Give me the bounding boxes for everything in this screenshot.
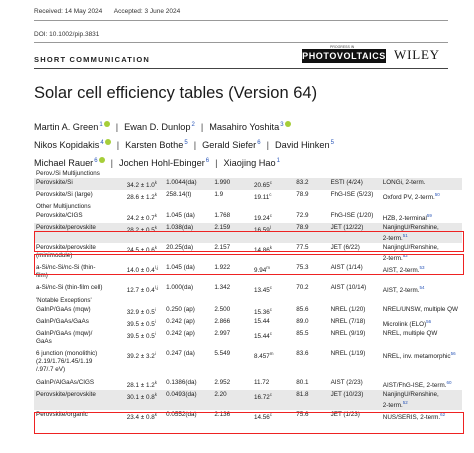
table-cell-c3: 0.0552(da) [166, 410, 197, 418]
section-divider [34, 68, 448, 69]
table-cell-c8: AIST, 2-term.$^{53}$ [382, 265, 425, 275]
table-cell-c6: 80.1 [296, 378, 309, 386]
table-cell-c3: 1.045 (da) [166, 212, 195, 220]
table-cell-c7: NREL (1/19) [330, 349, 366, 357]
table-cell-c3: 0.242 (ap) [166, 317, 195, 325]
affiliation-marker[interactable]: 5 [330, 140, 334, 147]
table-cell-c3: 0.0493(da) [164, 390, 212, 410]
table-cell-c1: Perovskite/Si [34, 178, 125, 190]
table-cell-c4: 2.159 [212, 223, 252, 243]
author-name[interactable] [275, 135, 334, 153]
table-row [34, 178, 462, 190]
table-cell-c6: 78.9 [294, 223, 328, 243]
table-cell-c6: 81.8 [294, 390, 328, 410]
table-row [34, 211, 462, 223]
article-title: Solar cell efficiency tables (Version 64) [34, 84, 318, 102]
table-cell-c8: NanjingU/Renshine, 2-term.$^{51}$ [381, 223, 462, 243]
table-cell-c1: a-Si/nc-Si (thin-film cell) [36, 284, 103, 292]
header-divider [34, 20, 448, 21]
table-cell-c6: 77.5 [296, 244, 309, 252]
table-cell-c8: NREL, inv. metamorphic$^{56}$ [382, 350, 456, 360]
table-cell-c8: NanjingU/Renshine, 2-term.$^{52}$ [381, 390, 462, 410]
table-cell-c6: 70.2 [296, 284, 309, 292]
section-header-text: Perov./Si Multijunctions [36, 170, 100, 177]
table-cell-c7: FhG-ISE (5/23) [330, 191, 374, 199]
table-cell-c4: 2.997 [214, 329, 231, 337]
table-cell-c8: NREL, multiple QW [382, 329, 438, 337]
table-cell-c5: 14.86$^k$ [254, 245, 273, 255]
author-separator: | [200, 122, 204, 133]
table-cell-c5: 19.24$^c$ [254, 213, 273, 223]
table-row [34, 349, 462, 378]
author-name-text: Xiaojing Hao [223, 158, 276, 169]
author-name-text: Nikos Kopidakis [34, 140, 100, 151]
received-date: Received: 14 May 2024 [34, 8, 103, 15]
table-cell-c6: 72.9 [296, 212, 309, 220]
table-cell-c5: 11.72 [254, 378, 270, 386]
table-cell-c4: 2.157 [214, 244, 231, 252]
table-cell-c5: 20.65$^c$ [252, 178, 294, 190]
orcid-icon[interactable] [105, 139, 111, 145]
table-cell-c8: NUS/SERIS, 2-term.$^{62}$ [382, 411, 446, 422]
table-cell-c3: 0.242 (ap) [166, 329, 195, 337]
affiliation-marker[interactable]: 1 [99, 122, 103, 128]
table-cell-c5: 19.11$^c$ [254, 192, 272, 202]
author-separator: | [215, 158, 218, 169]
section-label: SHORT COMMUNICATION [34, 55, 150, 64]
author-name-text: David Hinken [274, 140, 330, 151]
table-cell-c4: 1.768 [214, 212, 231, 220]
table-cell-c7: FhG-ISE (1/20) [330, 212, 374, 220]
table-cell-c3: 258.14(t) [166, 191, 192, 199]
table-cell-c2: $28.6 \pm 1.2^k$ [126, 192, 157, 202]
table-cell-c7: JET (12/22) [329, 223, 381, 243]
table-cell-c2: $24.2 \pm 0.7^k$ [126, 213, 157, 223]
table-cell-c6: 83.6 [296, 349, 309, 357]
table-cell-c7: JET (1/23) [330, 410, 360, 418]
table-cell-c2: $32.9 \pm 0.5^i$ [126, 306, 156, 316]
highlight-box-perovskite-minimodule [34, 254, 464, 275]
table-cell-c8: Oxford PV, 2-term.$^{50}$ [382, 192, 440, 202]
efficiency-table [34, 169, 462, 422]
table-row [34, 390, 462, 410]
table-row [34, 283, 462, 295]
table-cell-c7: AIST (2/23) [330, 378, 363, 386]
table-cell-c1: 6 junction (monolithic) (2.19/1.76/1.45/1.19 /.97/.7 eV) [36, 349, 98, 373]
author-separator: | [115, 122, 119, 133]
author-name-text: Michael Rauer [34, 158, 94, 169]
table-cell-c2: $12.7 \pm 0.4^{l,j}$ [126, 285, 158, 295]
table-cell-c5: 13.45$^c$ [254, 285, 273, 295]
table-cell-c3: 1.045 (da) [166, 264, 195, 272]
table-cell-c5: 14.56$^c$ [254, 411, 273, 422]
table-cell-c2: $28.2 \pm 0.5^k$ [125, 223, 164, 243]
section-header-text: Other Multijunctions [36, 203, 91, 211]
table-cell-c2: $28.1 \pm 1.2^k$ [126, 379, 157, 389]
table-cell-c8: LONGi, 2-term. [381, 178, 462, 190]
author-name[interactable] [125, 135, 188, 153]
table-cell-c6: 83.2 [294, 178, 328, 190]
table-cell-c3: 1.000(da) [166, 284, 194, 292]
author-separator: | [116, 140, 120, 151]
author-name-text: Martin A. Green [34, 122, 99, 133]
table-cell-c4: 1.9 [214, 191, 224, 199]
affiliation-marker[interactable]: 6 [257, 140, 261, 147]
table-section-header [34, 202, 462, 211]
table-cell-c3: 0.247 (da) [166, 349, 195, 357]
table-cell-c4: 1.342 [214, 284, 231, 292]
orcid-icon[interactable] [99, 157, 105, 163]
author-name-text: Karsten Bothe [125, 140, 184, 151]
table-cell-c5: 16.72$^c$ [252, 390, 294, 410]
table-cell-c5: 16.59$^l$ [252, 223, 294, 243]
table-cell-c8: NanjingU/Renshine, 2-term.$^{52}$ [382, 244, 439, 263]
table-cell-c2: $30.1 \pm 0.8^k$ [125, 390, 164, 410]
author-name-text: Jochen Hohl-Ebinger [118, 158, 205, 169]
section-header-text: 'Notable Exceptions' [36, 296, 92, 304]
table-cell-c1: GaInP/GaAs/GaAs [36, 317, 89, 325]
table-cell-c5: 8.457$^m$ [254, 350, 274, 360]
table-cell-c3: 20.25(da) [166, 244, 194, 252]
header-divider-2 [34, 42, 448, 43]
table-cell-c7: JET (6/22) [330, 244, 360, 252]
table-cell-c2: $34.2 \pm 1.0^k$ [125, 178, 164, 190]
author-name-text: Ewan D. Dunlop [124, 122, 191, 133]
table-cell-c4: 1.922 [214, 264, 231, 272]
journal-logo-sub: PROGRESS IN [330, 45, 355, 49]
table-cell-c1: Perovskite/Si (large) [36, 191, 93, 199]
table-cell-c1: GaInP/GaAs (mqw)/ GaAs [36, 329, 93, 345]
table-cell-c5: 15.44$^c$ [254, 330, 273, 340]
author-name-text: Masahiro Yoshita [209, 122, 280, 133]
table-cell-c7: JET (10/23) [329, 390, 381, 410]
table-cell-c1: Perovskite/perovskite [34, 390, 125, 410]
table-row [34, 305, 462, 317]
table-cell-c8: NREL/UNSW, multiple QW [382, 305, 459, 313]
table-cell-c2: $14.0 \pm 0.4^{l,j}$ [126, 265, 158, 275]
accepted-date: Accepted: 3 June 2024 [113, 8, 181, 15]
affiliation-marker[interactable]: 1 [276, 158, 280, 165]
affiliation-marker[interactable]: 6 [205, 158, 210, 165]
table-cell-c2: $39.5 \pm 0.5^i$ [126, 318, 156, 328]
highlight-box-perovskite-notable [34, 412, 464, 434]
affiliation-marker[interactable]: 2 [191, 122, 195, 128]
table-cell-c7: AIST (1/14) [330, 264, 363, 272]
table-cell-c1: Perovskite/perovskite (minimodule) [36, 244, 96, 260]
author-list [34, 117, 464, 171]
doi-link[interactable]: DOI: 10.1002/pip.3831 [34, 31, 100, 38]
table-cell-c6: 85.5 [296, 329, 309, 337]
journal-logo[interactable]: PHOTOVOLTAICS [302, 51, 386, 61]
table-row [34, 378, 462, 390]
table-section-header [34, 296, 462, 305]
affiliation-marker[interactable]: 3 [280, 122, 284, 128]
table-cell-c6: 89.0 [296, 317, 309, 325]
table-cell-c2: $39.2 \pm 3.2^i$ [126, 350, 156, 360]
table-cell-c3: 1.0044(da) [164, 178, 212, 190]
table-cell-c5: 15.44 [254, 317, 270, 325]
table-cell-c2: $39.5 \pm 0.5^i$ [126, 330, 156, 340]
table-row [34, 317, 462, 329]
author-name[interactable] [34, 135, 111, 153]
affiliation-marker[interactable]: 5 [184, 140, 188, 147]
table-cell-c1: Perovskite/CIGS [36, 212, 83, 220]
author-name[interactable] [124, 117, 195, 135]
author-name[interactable] [34, 117, 110, 135]
table-cell-c3: 0.1386(da) [166, 378, 197, 386]
affiliation-marker[interactable]: 6 [94, 158, 98, 165]
table-cell-c8: Microlink (ELO)$^{56}$ [382, 318, 432, 328]
publisher-logo[interactable]: WILEY [394, 47, 440, 62]
table-cell-c1: Perovskite/perovskite [34, 223, 125, 243]
table-cell-c1: a-Si/nc-Si/nc-Si (thin- film) [36, 264, 96, 280]
author-separator: | [193, 140, 197, 151]
author-name-text: Gerald Siefer [202, 140, 257, 151]
highlight-box-perovskite-perovskite [34, 231, 464, 252]
table-cell-c2: $24.5 \pm 0.6^k$ [126, 245, 157, 255]
orcid-icon[interactable] [104, 121, 110, 127]
table-cell-c4: 2.136 [214, 410, 231, 418]
table-cell-c6: 85.6 [296, 305, 309, 313]
author-name[interactable] [209, 117, 290, 135]
table-cell-c7: NREL (7/18) [330, 317, 366, 325]
author-separator: | [266, 140, 269, 151]
table-cell-c8: AIST/FhG-ISE, 2-term.$^{60}$ [382, 379, 452, 389]
table-cell-c4: 2.500 [214, 305, 231, 313]
table-cell-c3: 0.250 (ap) [166, 305, 195, 313]
table-cell-c7: AIST (10/14) [330, 284, 367, 292]
table-cell-c4: 2.952 [214, 378, 231, 386]
author-separator: | [110, 158, 113, 169]
table-cell-c4: 2.20 [212, 390, 252, 410]
table-cell-c1: GaInP/GaAs (mqw) [36, 305, 91, 313]
table-cell-c6: 78.9 [296, 191, 309, 199]
table-cell-c8: AIST, 2-term.$^{54}$ [382, 285, 425, 295]
article-dates [34, 8, 190, 15]
table-row [34, 190, 462, 202]
table-cell-c3: 1.038(da) [164, 223, 212, 243]
table-cell-c2: $23.4 \pm 0.8^k$ [126, 411, 157, 422]
table-cell-c1: GaInP/AlGaAs/CIGS [36, 378, 95, 386]
table-cell-c6: 75.3 [296, 264, 309, 272]
table-section-header [34, 169, 462, 178]
table-cell-c8: HZB, 2-terminal$^{59}$ [382, 213, 432, 223]
table-cell-c1: Perovskite/organic [36, 410, 88, 418]
table-row [34, 329, 462, 349]
table-cell-c5: 15.36$^c$ [254, 306, 273, 316]
affiliation-marker[interactable]: 4 [100, 140, 104, 147]
orcid-icon[interactable] [285, 121, 291, 127]
table-cell-c7: ESTI (4/24) [329, 178, 381, 190]
table-cell-c4: 2.866 [214, 317, 231, 325]
table-cell-c4: 1.990 [212, 178, 252, 190]
table-cell-c5: 9.94$^m$ [254, 265, 271, 275]
table-cell-c7: NREL (1/20) [330, 305, 366, 313]
author-name[interactable] [202, 135, 260, 153]
table-cell-c6: 75.6 [296, 410, 309, 418]
table-cell-c7: NREL (9/19) [330, 329, 366, 337]
table-cell-c4: 5.549 [214, 349, 231, 357]
